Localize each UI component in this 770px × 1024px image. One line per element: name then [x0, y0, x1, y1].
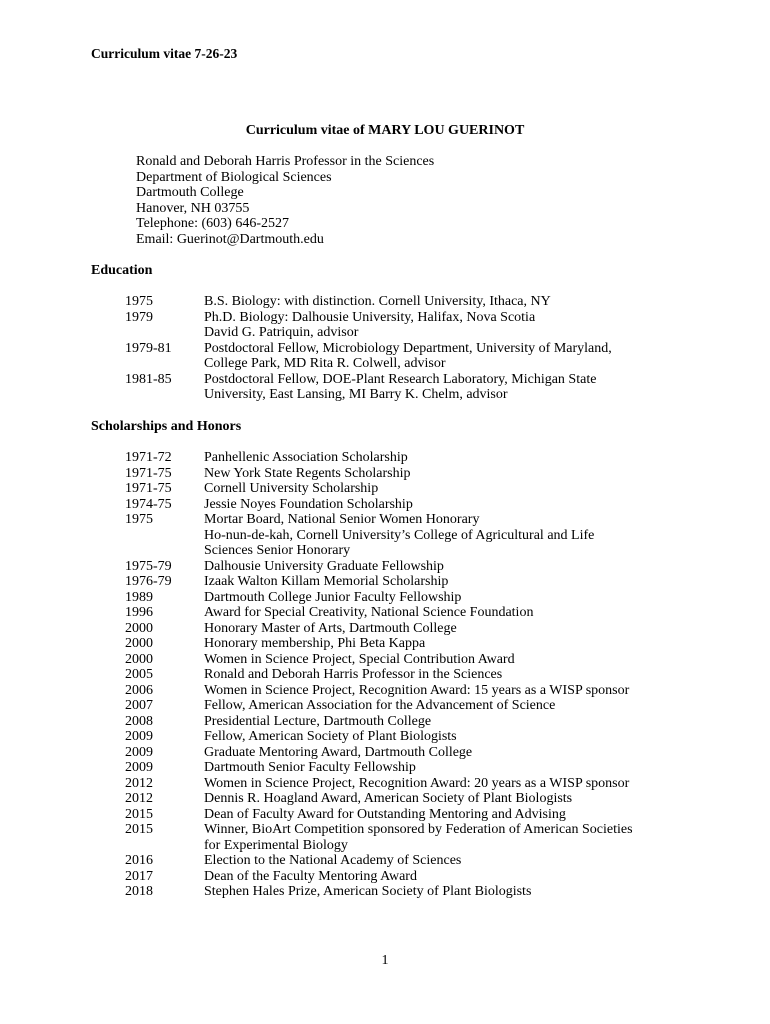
honor-description — [204, 853, 685, 869]
honor-description-line: Presidential Lecture, Dartmouth College — [204, 713, 432, 729]
document-title: Curriculum vitae of MARY LOU GUERINOT — [245, 123, 525, 138]
honor-description — [204, 714, 685, 730]
honor-entry — [125, 590, 685, 606]
education-year: 1979 — [125, 309, 153, 325]
honor-year: 2012 — [125, 775, 153, 791]
honor-entry — [125, 698, 685, 714]
honor-year: 2017 — [125, 868, 153, 884]
honor-year: 1971-75 — [125, 465, 172, 481]
education-description — [204, 372, 685, 403]
education-description-line: B.S. Biology: with distinction. Cornell University, Ithaca, NY — [204, 294, 551, 309]
honor-year: 2012 — [125, 791, 153, 806]
honor-description-line: Ronald and Deborah Harris Professor in the Sciences — [204, 667, 503, 682]
honor-year: 2016 — [125, 853, 153, 868]
honor-year: 1975 — [125, 512, 153, 527]
education-year: 1975 — [125, 294, 153, 309]
education-description-line: University, East Lansing, MI Barry K. Chelm, advisor — [204, 387, 508, 402]
honor-year: 2006 — [125, 682, 153, 698]
honor-description — [204, 512, 685, 559]
honor-description-line: Award for Special Creativity, National Science Foundation — [204, 605, 534, 620]
honor-description-line: Fellow, American Society of Plant Biologists — [204, 729, 457, 744]
honor-description-line: Women in Science Project, Recognition Award: 20 years as a WISP sponsor — [204, 775, 630, 791]
honor-description — [204, 574, 685, 590]
honor-description — [204, 466, 685, 482]
contact-telephone: Telephone: (603) 646-2527 — [136, 216, 289, 231]
honor-description-line: Dartmouth Senior Faculty Fellowship — [204, 760, 416, 775]
honor-year: 2008 — [125, 713, 153, 729]
honor-description — [204, 822, 685, 853]
honor-description — [204, 450, 685, 466]
honor-description — [204, 605, 685, 621]
honor-description-line: Honorary membership, Phi Beta Kappa — [204, 636, 426, 651]
education-entry — [125, 294, 685, 310]
honor-description-line: Dean of Faculty Award for Outstanding Mentoring and Advising — [204, 806, 566, 822]
honor-description-line: Fellow, American Association for the Advancement of Science — [204, 698, 556, 713]
honors-list — [125, 450, 685, 900]
honor-entry — [125, 605, 685, 621]
honor-year: 2000 — [125, 636, 153, 651]
honor-year: 2015 — [125, 806, 153, 822]
education-description — [204, 341, 685, 372]
honor-entry — [125, 729, 685, 745]
contact-address: Hanover, NH 03755 — [136, 200, 250, 216]
honor-year: 1974-75 — [125, 496, 172, 512]
honor-description — [204, 481, 685, 497]
honor-description — [204, 621, 685, 637]
honor-entry — [125, 807, 685, 823]
honor-year: 2007 — [125, 698, 153, 713]
education-entry — [125, 372, 685, 403]
honor-description-line: Sciences Senior Honorary — [204, 543, 351, 558]
honor-year: 1989 — [125, 589, 153, 605]
honor-entry — [125, 667, 685, 683]
honor-entry — [125, 450, 685, 466]
honors-heading: Scholarships and Honors — [91, 419, 242, 434]
education-description-line: College Park, MD Rita R. Colwell, advisor — [204, 356, 446, 371]
honor-description — [204, 636, 685, 652]
honor-entry — [125, 683, 685, 699]
honor-description-line: for Experimental Biology — [204, 837, 348, 853]
honor-description-line: Women in Science Project, Special Contribution Award — [204, 651, 515, 667]
honor-entry — [125, 714, 685, 730]
honor-description-line: Honorary Master of Arts, Dartmouth College — [204, 620, 457, 636]
education-year: 1981-85 — [125, 371, 172, 387]
honor-description-line: Mortar Board, National Senior Women Honorary — [204, 512, 480, 527]
honor-entry — [125, 776, 685, 792]
honor-description — [204, 590, 685, 606]
honor-description-line: Ho-nun-de-kah, Cornell University’s College of Agricultural and Life — [204, 527, 595, 543]
contact-institution: Dartmouth College — [136, 185, 244, 200]
honor-entry — [125, 853, 685, 869]
honor-description-line: New York State Regents Scholarship — [204, 465, 411, 481]
contact-position: Ronald and Deborah Harris Professor in the Sciences — [136, 154, 435, 169]
honor-year: 2009 — [125, 744, 153, 760]
honor-description-line: Stephen Hales Prize, American Society of Plant Biologists — [204, 884, 532, 899]
honor-year: 1996 — [125, 605, 153, 620]
honor-description — [204, 869, 685, 885]
honor-description-line: Dartmouth College Junior Faculty Fellowship — [204, 589, 462, 605]
honor-description-line: Panhellenic Association Scholarship — [204, 450, 408, 465]
education-heading: Education — [91, 263, 153, 278]
honor-entry — [125, 636, 685, 652]
honor-description — [204, 745, 685, 761]
honor-entry — [125, 652, 685, 668]
honor-description — [204, 884, 685, 900]
honor-year: 2005 — [125, 667, 153, 682]
education-description-line: David G. Patriquin, advisor — [204, 325, 359, 340]
honor-description — [204, 729, 685, 745]
honor-year: 1971-72 — [125, 450, 172, 465]
honor-description — [204, 807, 685, 823]
honor-description — [204, 652, 685, 668]
honor-year: 2009 — [125, 729, 153, 744]
honor-description — [204, 497, 685, 513]
honor-entry — [125, 760, 685, 776]
honor-entry — [125, 497, 685, 513]
honor-entry — [125, 884, 685, 900]
page-number: 1 — [381, 953, 389, 968]
honor-description — [204, 776, 685, 792]
honor-entry — [125, 512, 685, 559]
honor-description-line: Election to the National Academy of Sciences — [204, 853, 462, 868]
education-description-line: Postdoctoral Fellow, DOE-Plant Research Laboratory, Michigan State — [204, 371, 597, 387]
education-description — [204, 310, 685, 341]
education-entry — [125, 310, 685, 341]
honor-description-line: Dean of the Faculty Mentoring Award — [204, 868, 417, 884]
honor-description-line: Cornell University Scholarship — [204, 481, 379, 496]
education-year: 1979-81 — [125, 340, 172, 356]
honor-entry — [125, 574, 685, 590]
education-description-line: Postdoctoral Fellow, Microbiology Department, University of Maryland, — [204, 340, 612, 356]
honor-entry — [125, 869, 685, 885]
honor-description — [204, 559, 685, 575]
honor-description — [204, 760, 685, 776]
honor-description — [204, 698, 685, 714]
honor-year: 2018 — [125, 884, 153, 899]
honor-year: 2000 — [125, 620, 153, 636]
honor-year: 2000 — [125, 651, 153, 667]
honor-description-line: Winner, BioArt Competition sponsored by Federation of American Societies — [204, 822, 633, 837]
honor-description-line: Women in Science Project, Recognition Award: 15 years as a WISP sponsor — [204, 682, 630, 698]
honor-description-line: Graduate Mentoring Award, Dartmouth College — [204, 744, 473, 760]
honor-entry — [125, 559, 685, 575]
contact-department: Department of Biological Sciences — [136, 169, 332, 185]
honor-year: 1975-79 — [125, 558, 172, 574]
honor-year: 1976-79 — [125, 574, 172, 589]
honor-year: 2009 — [125, 760, 153, 775]
honor-entry — [125, 481, 685, 497]
honor-year: 1971-75 — [125, 481, 172, 496]
honor-entry — [125, 466, 685, 482]
honor-description-line: Jessie Noyes Foundation Scholarship — [204, 496, 413, 512]
honor-description — [204, 667, 685, 683]
contact-email: Email: Guerinot@Dartmouth.edu — [136, 231, 324, 247]
honor-description-line: Izaak Walton Killam Memorial Scholarship — [204, 574, 449, 589]
honor-entry — [125, 621, 685, 637]
honor-description — [204, 791, 685, 807]
contact-block — [136, 154, 434, 247]
education-list — [125, 294, 685, 403]
honor-year: 2015 — [125, 822, 153, 837]
honor-description-line: Dennis R. Hoagland Award, American Society of Plant Biologists — [204, 791, 573, 806]
honor-entry — [125, 745, 685, 761]
honor-description-line: Dalhousie University Graduate Fellowship — [204, 558, 444, 574]
running-header: Curriculum vitae 7-26-23 — [91, 46, 238, 61]
honor-entry — [125, 822, 685, 853]
education-entry — [125, 341, 685, 372]
education-description — [204, 294, 685, 310]
honor-entry — [125, 791, 685, 807]
honor-description — [204, 683, 685, 699]
education-description-line: Ph.D. Biology: Dalhousie University, Halifax, Nova Scotia — [204, 309, 536, 325]
